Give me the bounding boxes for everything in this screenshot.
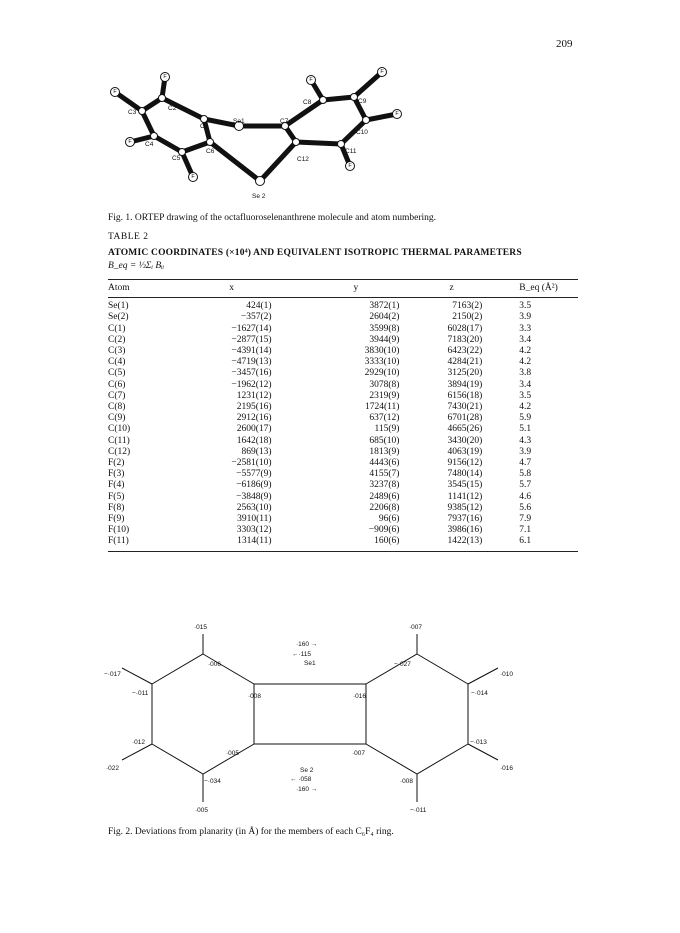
- figure2-caption: Fig. 2. Deviations from planarity (in Å) for the members of each C₆F₄ ring.: [108, 827, 394, 837]
- cell-atom: C(6): [108, 379, 126, 390]
- cell-y: 115(9): [374, 424, 400, 435]
- table-row: [108, 436, 578, 447]
- cell-atom: C(3): [108, 346, 126, 357]
- cell-beq: 3.4: [519, 334, 532, 345]
- label-inner-bottom-right: ·007: [352, 750, 366, 757]
- table-row: [108, 458, 578, 469]
- table-row: [108, 413, 578, 424]
- atom-label-c8: C8: [303, 99, 312, 106]
- label-right-f: ·010: [500, 671, 514, 678]
- cell-atom: C(4): [108, 357, 126, 368]
- table-label: TABLE 2: [108, 232, 149, 242]
- table-row: [108, 424, 578, 435]
- cell-atom: C(11): [108, 435, 130, 446]
- cell-z: 6028(17): [447, 323, 483, 334]
- cell-beq: 3.4: [519, 379, 532, 390]
- cell-atom: C(7): [108, 390, 126, 401]
- atom-label-c6: C6: [206, 148, 215, 155]
- cell-z: 4284(21): [447, 357, 483, 368]
- cell-x: 3303(12): [236, 525, 272, 536]
- cell-x: −3848(9): [236, 491, 272, 502]
- table-row: [108, 346, 578, 357]
- table-title: ATOMIC COORDINATES (×10⁴) AND EQUIVALENT ISOTROPIC THERMAL PARAMETERS: [108, 248, 522, 258]
- cell-y: 1724(11): [364, 402, 400, 413]
- cell-x: −6186(9): [236, 480, 272, 491]
- cell-beq: 5.7: [519, 480, 532, 491]
- cell-atom: C(5): [108, 368, 126, 379]
- cell-beq: 5.1: [519, 424, 532, 435]
- cell-x: 1642(18): [236, 435, 272, 446]
- table-row: [108, 391, 578, 402]
- header-y: y: [272, 280, 400, 298]
- cell-beq: 3.5: [519, 301, 532, 312]
- cell-y: 3333(10): [364, 357, 400, 368]
- cell-x: −357(2): [240, 312, 272, 323]
- cell-y: 160(6): [272, 536, 400, 551]
- cell-x: −3457(16): [231, 368, 272, 379]
- cell-beq: 3.3: [519, 323, 532, 334]
- header-x: x: [149, 280, 271, 298]
- cell-atom: Se(1): [108, 301, 129, 312]
- cell-y: 2489(6): [369, 491, 400, 502]
- cell-y: 2319(9): [369, 390, 400, 401]
- cell-x: 3910(11): [237, 514, 272, 525]
- cell-atom: F(9): [108, 514, 125, 525]
- cell-x: −5577(9): [236, 469, 272, 480]
- cell-y: 3830(10): [364, 346, 400, 357]
- cell-beq: 3.9: [519, 312, 532, 323]
- cell-y: 3872(1): [369, 301, 400, 312]
- atom-label-se2: Se 2: [252, 193, 266, 200]
- cell-z: 9385(12): [447, 502, 483, 513]
- header-atom: Atom: [108, 280, 149, 298]
- cell-x: −2877(15): [231, 334, 272, 345]
- cell-beq: 4.3: [519, 435, 532, 446]
- table-row: [108, 480, 578, 491]
- atom-label-c3: C3: [128, 109, 137, 116]
- table-row: [108, 447, 578, 458]
- table-body: [108, 298, 578, 551]
- cell-beq: 5.9: [519, 413, 532, 424]
- label-top-right-c: −·027: [394, 661, 411, 668]
- cell-x: 1314(11): [149, 536, 271, 551]
- cell-x: 2912(16): [236, 413, 272, 424]
- cell-y: 2206(8): [369, 502, 400, 513]
- cell-x: 1231(12): [236, 390, 272, 401]
- label-top-left-c: ·006: [208, 661, 222, 668]
- cell-x: 2600(17): [236, 424, 272, 435]
- cell-x: −4391(14): [231, 346, 272, 357]
- cell-x: −1962(12): [231, 379, 272, 390]
- cell-beq: 4.2: [519, 357, 532, 368]
- cell-x: −1627(14): [231, 323, 272, 334]
- table-row: [108, 335, 578, 346]
- cell-z: 1141(12): [447, 491, 483, 502]
- cell-beq: 4.6: [519, 491, 532, 502]
- cell-beq: 4.7: [519, 458, 532, 469]
- label-left-f: −·017: [104, 671, 121, 678]
- cell-beq: 3.8: [519, 368, 532, 379]
- cell-beq: 7.1: [519, 525, 532, 536]
- cell-atom: C(2): [108, 334, 126, 345]
- label-inner-bottom-left: ·005: [226, 750, 240, 757]
- cell-atom: C(12): [108, 446, 131, 457]
- label-left-c: −·011: [132, 690, 149, 697]
- cell-z: 1422(13): [399, 536, 482, 551]
- cell-y: 4155(7): [369, 469, 400, 480]
- cell-beq: 5.6: [519, 502, 532, 513]
- label-lower-left-c: ·012: [132, 739, 146, 746]
- label-inner-top-right: ·016: [353, 693, 367, 700]
- cell-atom: F(10): [108, 525, 130, 536]
- cell-atom: F(2): [108, 458, 125, 469]
- table-row: [108, 402, 578, 413]
- cell-z: 9156(12): [447, 458, 483, 469]
- atom-label-c1: C1: [200, 123, 209, 130]
- cell-y: −909(6): [368, 525, 400, 536]
- cell-beq: 5.8: [519, 469, 532, 480]
- cell-z: 3986(16): [447, 525, 483, 536]
- table-row: [108, 324, 578, 335]
- table-row: [108, 368, 578, 379]
- f-label: F: [191, 174, 195, 180]
- atom-label-c2: C2: [168, 105, 177, 112]
- cell-atom: F(4): [108, 480, 125, 491]
- label-bottom-left-f: ·005: [195, 807, 209, 814]
- cell-y: 637(12): [369, 413, 400, 424]
- atom-label-c11: C11: [345, 148, 357, 155]
- cell-z: 7480(14): [447, 469, 483, 480]
- cell-z: 6423(22): [447, 346, 483, 357]
- cell-z: 3545(15): [447, 480, 483, 491]
- page-number: 209: [556, 38, 573, 50]
- cell-x: 424(1): [246, 301, 272, 312]
- table-row: [108, 357, 578, 368]
- cell-beq: 6.1: [482, 536, 578, 551]
- cell-y: 3944(9): [369, 334, 400, 345]
- cell-atom: F(11): [108, 536, 149, 551]
- f-label: F: [309, 77, 313, 83]
- cell-beq: 3.5: [519, 390, 532, 401]
- table-formula: B_eq = ⅓Σᵢ Bᵢᵢ: [108, 261, 165, 271]
- cell-atom: C(8): [108, 402, 126, 413]
- cell-x: 2195(16): [236, 402, 272, 413]
- cell-y: 96(6): [378, 514, 400, 525]
- cell-y: 2929(10): [364, 368, 400, 379]
- f-label: F: [113, 89, 117, 95]
- cell-z: 7163(2): [452, 301, 483, 312]
- table-row: [108, 380, 578, 391]
- header-beq: B_eq (Å²): [482, 280, 578, 298]
- label-se1-shift: ·160 →: [296, 641, 318, 648]
- cell-x: 869(13): [241, 446, 272, 457]
- cell-z: 3125(20): [447, 368, 483, 379]
- cell-y: 3078(8): [369, 379, 400, 390]
- cell-beq: 4.2: [519, 402, 532, 413]
- f-label: F: [128, 139, 132, 145]
- atom-label-c10: C10: [356, 129, 368, 136]
- cell-z: 4063(19): [447, 446, 483, 457]
- label-lower-left-f: ·022: [106, 765, 120, 772]
- cell-z: 3894(19): [447, 379, 483, 390]
- table-row: [108, 312, 578, 323]
- cell-z: 2150(2): [452, 312, 483, 323]
- atom-label-c5: C5: [172, 155, 181, 162]
- table-row: [108, 525, 578, 536]
- cell-y: 685(10): [369, 435, 400, 446]
- atom-label-se1: Se1: [233, 118, 245, 125]
- label-lower-right-c: −·013: [470, 739, 487, 746]
- f-label: F: [163, 74, 167, 80]
- label-inner-top-left: ·008: [248, 693, 262, 700]
- cell-y: 3237(8): [369, 480, 400, 491]
- label-bottom-right-f: −·011: [410, 807, 427, 814]
- label-bottom-left-c: −·034: [204, 778, 221, 785]
- table-row: [108, 492, 578, 503]
- cell-y: 4443(6): [369, 458, 400, 469]
- cell-z: 3430(20): [447, 435, 483, 446]
- cell-atom: C(10): [108, 424, 131, 435]
- figure1-caption: Fig. 1. ORTEP drawing of the octafluoroselenanthrene molecule and atom numbering.: [108, 213, 437, 223]
- atom-label-c7: C7: [280, 118, 289, 125]
- cell-z: 7430(21): [447, 402, 483, 413]
- cell-y: 1813(9): [369, 446, 400, 457]
- table-row: [108, 298, 578, 313]
- cell-atom: F(8): [108, 502, 125, 513]
- cell-beq: 7.9: [519, 514, 532, 525]
- cell-y: 3599(8): [369, 323, 400, 334]
- cell-beq: 3.9: [519, 446, 532, 457]
- f-label: F: [395, 111, 399, 117]
- cell-atom: Se(2): [108, 312, 129, 323]
- cell-x: −2581(10): [231, 458, 272, 469]
- cell-z: 4665(26): [447, 424, 483, 435]
- label-lower-right-f: ·016: [500, 765, 514, 772]
- cell-z: 7183(20): [447, 334, 483, 345]
- table-row: [108, 469, 578, 480]
- cell-z: 6701(28): [447, 413, 483, 424]
- label-se1: Se1: [304, 660, 316, 667]
- f-label: F: [380, 69, 384, 75]
- cell-x: −4719(13): [231, 357, 272, 368]
- atom-label-c12: C12: [297, 156, 309, 163]
- cell-z: 7937(16): [447, 514, 483, 525]
- planarity-figure: [100, 618, 560, 818]
- label-se2-dev: ← ·058: [290, 776, 312, 783]
- cell-atom: F(3): [108, 469, 125, 480]
- f-label: F: [348, 163, 352, 169]
- label-se2: Se 2: [300, 767, 314, 774]
- ortep-figure: [100, 62, 420, 210]
- cell-atom: F(5): [108, 491, 125, 502]
- label-top-right-f: ·007: [409, 624, 423, 631]
- table-header-row: [108, 280, 578, 298]
- label-top-left-f: ·015: [194, 624, 208, 631]
- label-se1-dev: ←·115: [292, 651, 312, 658]
- cell-y: 2604(2): [369, 312, 400, 323]
- label-bottom-right-c: ·008: [400, 778, 414, 785]
- cell-beq: 4.2: [519, 346, 532, 357]
- table-row: [108, 503, 578, 514]
- atom-label-c9: C9: [358, 98, 367, 105]
- coordinates-table: [108, 279, 578, 552]
- table-row: [108, 536, 578, 551]
- cell-z: 6156(18): [447, 390, 483, 401]
- cell-atom: C(9): [108, 413, 126, 424]
- table-row: [108, 514, 578, 525]
- header-z: z: [399, 280, 482, 298]
- label-se2-shift: ·160 →: [296, 786, 318, 793]
- cell-x: 2563(10): [236, 502, 272, 513]
- atom-label-c4: C4: [145, 141, 154, 148]
- label-right-c: −·014: [471, 690, 488, 697]
- cell-atom: C(1): [108, 323, 126, 334]
